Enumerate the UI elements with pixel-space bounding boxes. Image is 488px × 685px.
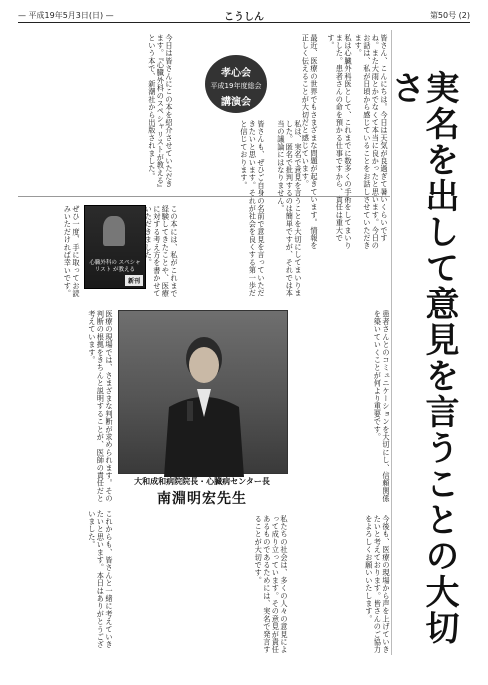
badge-org: 孝心会 [221, 68, 251, 79]
page-header [18, 8, 470, 22]
text-column-r1: 皆さん、こんにちは。今日は天気が良過ぎて暑いくらいですね。また大雨とかでなくて本当に良かったと思います。今日のお話は、私が日頃から感じていることをお話しさせていただきます。 [354, 34, 389, 250]
speaker-photo [118, 310, 288, 474]
speaker-affiliation: 大和成和病院院長・心臓病センター長 [134, 477, 270, 486]
text-column-m2: この本には、私がこれまで経験してきたことや、医療に対する考え方を書かせていただきました。 [144, 205, 179, 298]
speaker-name: 南淵明宏先生 [157, 491, 247, 507]
text-column-b1: 私たちの社会は、多くの人々の意見によって成り立っています。その意見が責任あるものであるためには、実名で発言することが大切です。 [254, 515, 289, 654]
badge-type: 講演会 [221, 97, 251, 108]
article-title: 実名を出して意見を言うことの大切さ [385, 70, 459, 646]
text-column-r2: 私は心臓外科医として、これまでに数多くの手術をしてまいりました。患者さんの命を預かる仕事ですから、責任は重大です。 [326, 34, 353, 250]
text-column-l3: これからも、皆さんと一緒に考えていきたいと思います。本日はありがとうございました。 [87, 510, 114, 649]
book-label: 新刊 [125, 275, 143, 286]
speaker-figure-icon [159, 327, 249, 477]
text-column-m1: 今日は皆さんにこの本を紹介させていただきます。『心臓外科のスペシャリストが教える』という本で、新潮社から出版されました。 [147, 34, 174, 193]
text-column-l1: 医療の現場では、さまざまな判断が求められます。その判断の根拠をきちんと説明することが、医師の責任だと考えています。 [87, 310, 114, 503]
issue-date: — 平成19年5月3日(日) — [18, 11, 114, 20]
book-title: 心臓外科の スペシャリスト が教える [89, 260, 141, 273]
badge-event: 平成19年度総会 [210, 82, 262, 90]
text-column-r3: 最近、医療の世界でもさまざまな問題が起きています。情報を正しく伝えることが大切だと感じています。 [301, 34, 319, 250]
issue-number: 第50号 (2) [429, 11, 470, 20]
text-column-m3: ぜひ一度、手に取ってお読みいただければ幸いです。 [63, 205, 81, 298]
book-cover [84, 205, 146, 289]
newsletter-title: こうしん [224, 12, 264, 23]
text-column-b2: 今後も、医療の現場から声を上げていきたいと考えております。皆さんのご協力をよろしくお願いいたします。 [364, 515, 391, 654]
text-column-r4: 私は、実名で意見を言うことを大切にしてまいりました。匿名で批判するのは簡単ですが、それでは本当の議論にはなりません。 [276, 120, 303, 298]
event-badge [205, 55, 267, 113]
header-rule [18, 22, 470, 23]
section-divider [18, 196, 390, 197]
book-figure-icon [103, 216, 125, 246]
text-column-r5: 皆さんも、ぜひご自身の名前で意見を言っていただきたいと思います。それが社会を良くする第一歩だと信じております。 [239, 120, 266, 298]
text-column-l2: 患者さんとのコミュニケーションを大切にし、信頼関係を築いていくことが何より重要です。 [373, 310, 391, 503]
title-band [385, 30, 470, 655]
